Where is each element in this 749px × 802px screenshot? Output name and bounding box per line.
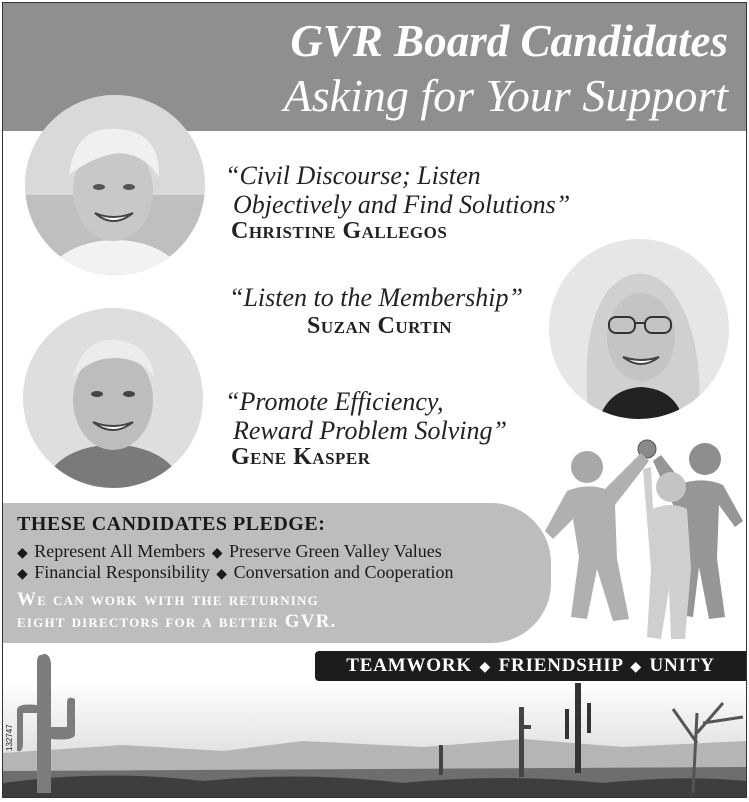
values-banner xyxy=(315,651,746,681)
candidate-1-quote-line-1: “Civil Discourse; Listen xyxy=(225,161,481,190)
pledge-box xyxy=(3,503,551,643)
candidate-3-name: Gene Kasper xyxy=(231,444,371,470)
candidate-photo-christine-gallegos xyxy=(25,95,205,275)
pledge-item: Conversation and Cooperation xyxy=(233,562,454,582)
pledge-item: Represent All Members xyxy=(34,541,206,561)
candidate-photo-suzan-curtin xyxy=(549,239,729,419)
title-line-1: GVR Board Candidates xyxy=(290,16,728,66)
title-line-2: Asking for Your Support xyxy=(283,70,728,121)
banner-word-teamwork: TEAMWORK xyxy=(346,655,472,676)
candidate-1-quote-line-2: Objectively and Find Solutions” xyxy=(233,190,571,219)
teamwork-figures-illustration xyxy=(543,439,747,649)
candidate-2-name: Suzan Curtin xyxy=(307,313,453,339)
banner-diamond-icon: ◆ xyxy=(630,660,642,675)
pledge-title: THESE CANDIDATES PLEDGE: xyxy=(17,513,326,535)
ad-code: 132747 xyxy=(5,724,14,751)
candidate-2-quote xyxy=(229,283,523,312)
work-statement-line-1: We can work with the returning xyxy=(17,589,319,610)
candidate-3-quote-line-1: “Promote Efficiency, xyxy=(225,387,444,416)
banner-word-friendship: FRIENDSHIP xyxy=(498,655,623,676)
bullet-diamond-icon: ◆ xyxy=(17,567,28,582)
pledge-item: Financial Responsibility xyxy=(34,562,210,582)
advertisement xyxy=(2,2,747,798)
bullet-diamond-icon: ◆ xyxy=(211,546,223,561)
candidate-3-quote xyxy=(225,387,507,445)
candidate-1-name: Christine Gallegos xyxy=(231,218,448,244)
pledge-line-1 xyxy=(15,541,442,562)
banner-diamond-icon: ◆ xyxy=(479,660,492,675)
work-statement-line-2: eight directors for a better GVR. xyxy=(17,611,337,632)
bullet-diamond-icon: ◆ xyxy=(216,567,228,582)
candidate-1-quote xyxy=(225,161,570,219)
candidate-3-quote-line-2: Reward Problem Solving” xyxy=(233,416,507,445)
pledge-item: Preserve Green Valley Values xyxy=(229,541,442,561)
pledge-line-2 xyxy=(15,562,454,583)
banner-word-unity: UNITY xyxy=(649,655,715,676)
bullet-diamond-icon: ◆ xyxy=(17,546,28,561)
candidate-photo-gene-kasper xyxy=(23,308,203,488)
candidate-2-quote-line-1: “Listen to the Membership” xyxy=(229,283,523,312)
